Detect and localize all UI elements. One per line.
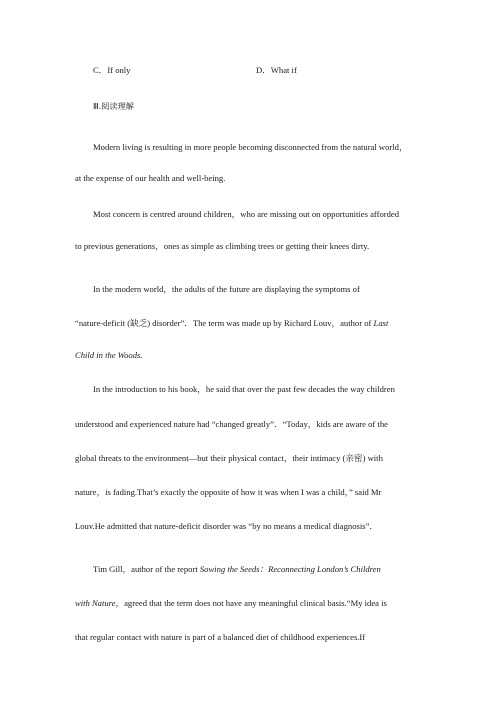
paragraph-2-line-2: to previous generations，ones as simple as climbing trees or getting their knees dirty.: [75, 241, 370, 251]
report-title-part-2: with Nature: [75, 598, 116, 608]
paragraph-3-line-2-text: “nature-deficit (缺乏) disorder”．The term was made up by Richard Louv，author of: [75, 318, 374, 328]
option-d: D．What if: [256, 65, 297, 75]
paragraph-4-line-1: In the introduction to his book，he said that over the past few decades the way children: [93, 384, 395, 394]
paragraph-4-line-4: nature，is fading.That’s exactly the opposite of how it was when I was a child，” said Mr: [75, 487, 382, 497]
paragraph-5-line-2-text: ，agreed that the term does not have any meaningful clinical basis.“My idea is: [115, 598, 387, 608]
paragraph-5-line-1-text: Tim Gill，author of the report: [93, 564, 200, 574]
paragraph-5-line-3: that regular contact with nature is part of a balanced diet of childhood experiences.If: [75, 632, 366, 642]
paragraph-4-line-3: global threats to the environment—but their physical contact，their intimacy (亲密) with: [75, 453, 383, 463]
paragraph-2-line-1: Most concern is centred around children，who are missing out on opportunities afforded: [93, 209, 400, 219]
section-title: Ⅲ.阅读理解: [93, 101, 134, 111]
option-c: C．If only: [93, 65, 131, 75]
paragraph-3-line-2: [75, 318, 388, 329]
paragraph-4-line-5: Louv.He admitted that nature-deficit disorder was “by no means a medical diagnosis”．: [75, 521, 378, 531]
book-title-part-1: Last: [373, 318, 389, 328]
book-title-part-2: Child in the Woods.: [75, 350, 143, 360]
paragraph-1-line-1: Modern living is resulting in more people becoming disconnected from the natural world，: [93, 142, 408, 152]
paragraph-1-line-2: at the expense of our health and well-being.: [75, 173, 226, 183]
paragraph-5-line-2: [75, 598, 387, 609]
report-title-part-1: Sowing the Seeds：Reconnecting London’s Children: [199, 564, 381, 574]
paragraph-3-line-1: In the modern world，the adults of the future are displaying the symptoms of: [93, 284, 360, 294]
paragraph-4-line-2: understood and experienced nature had “changed greatly”．“Today，kids are aware of the: [75, 419, 388, 429]
paragraph-5-line-1: [93, 564, 381, 575]
